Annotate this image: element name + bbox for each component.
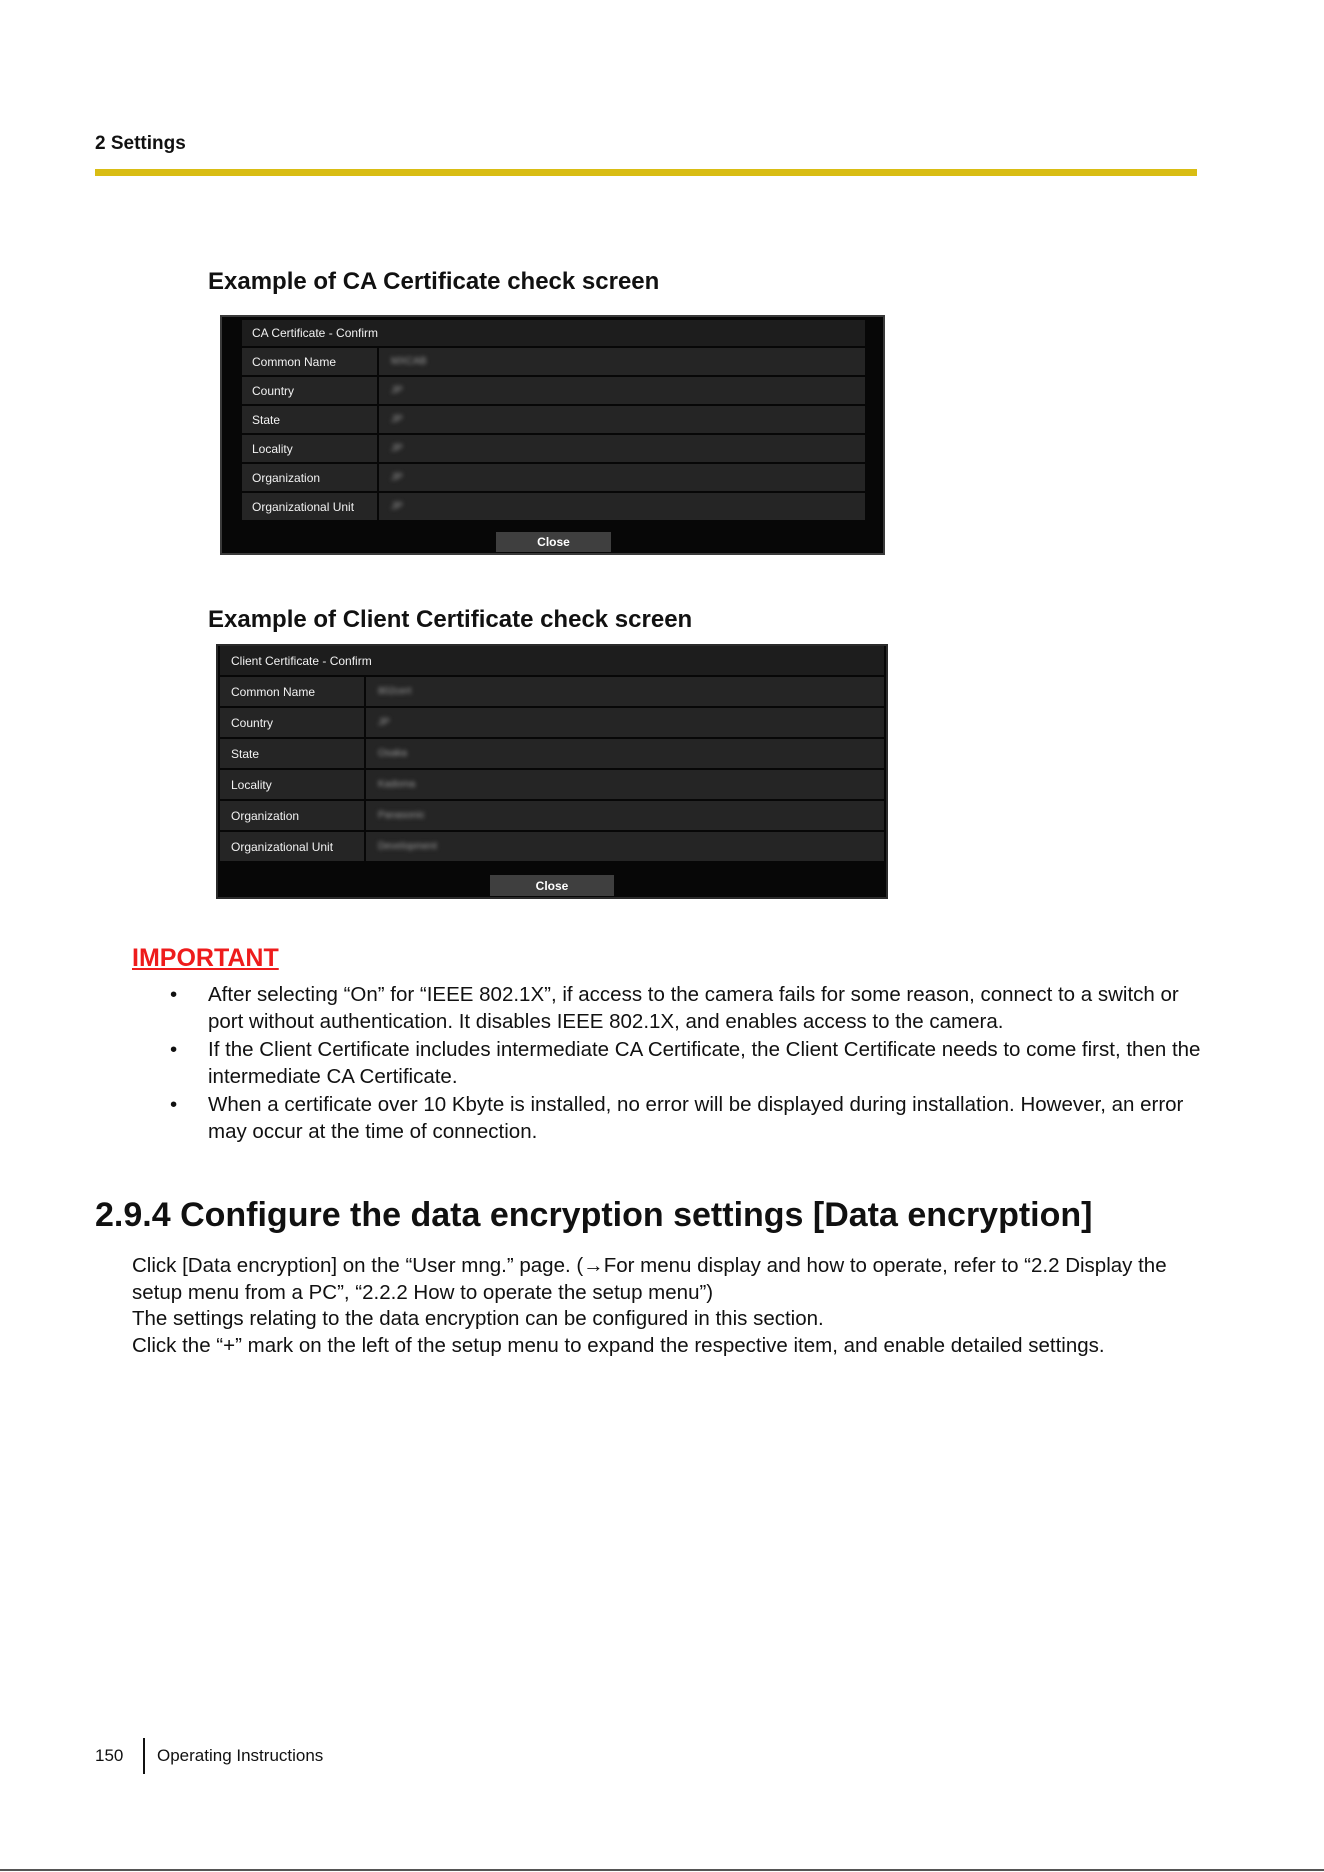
field-label: Locality bbox=[242, 435, 379, 462]
field-value bbox=[379, 348, 865, 375]
field-value bbox=[379, 435, 865, 462]
field-value bbox=[379, 464, 865, 491]
footer-doc-title: Operating Instructions bbox=[157, 1746, 324, 1765]
blurred-value: JP bbox=[391, 501, 403, 512]
field-value bbox=[366, 677, 884, 706]
table-row bbox=[220, 770, 884, 801]
section-header: 2 Settings bbox=[95, 133, 186, 154]
blurred-value: JP bbox=[391, 385, 403, 396]
important-list bbox=[168, 982, 1208, 1147]
field-label: Organizational Unit bbox=[242, 493, 379, 520]
list-item bbox=[168, 1037, 1208, 1090]
blurred-value: MXCAB bbox=[391, 356, 427, 367]
list-item bbox=[168, 1092, 1208, 1145]
body-paragraph: Click the “+” mark on the left of the setup menu to expand the respective item, and enable detailed settings. bbox=[132, 1334, 1105, 1358]
field-label: Country bbox=[242, 377, 379, 404]
table-row bbox=[220, 677, 884, 708]
field-value bbox=[366, 770, 884, 799]
blurred-value: Panasonic bbox=[378, 810, 425, 821]
field-label: Common Name bbox=[242, 348, 379, 375]
field-value bbox=[366, 739, 884, 768]
field-value bbox=[379, 377, 865, 404]
bullet-icon: • bbox=[170, 1093, 178, 1116]
page-bottom-edge bbox=[0, 1869, 1324, 1871]
close-button[interactable]: Close bbox=[490, 875, 614, 896]
table-row bbox=[242, 435, 865, 464]
important-heading: IMPORTANT bbox=[132, 944, 279, 972]
blurred-value: JP bbox=[378, 717, 390, 728]
section-body bbox=[132, 1253, 1212, 1360]
table-row bbox=[220, 832, 884, 863]
field-value bbox=[379, 493, 865, 520]
dialog-title: CA Certificate - Confirm bbox=[242, 320, 865, 348]
field-label: State bbox=[242, 406, 379, 433]
client-figure-caption: Example of Client Certificate check screen bbox=[208, 606, 693, 633]
list-item-text: If the Client Certificate includes intermediate CA Certificate, the Client Certificate needs to come first, then the intermediate CA Certificate. bbox=[208, 1038, 1201, 1088]
field-value bbox=[379, 406, 865, 433]
body-paragraph: Click [Data encryption] on the “User mng.” page. (→For menu display and how to operate, refer to “2.2 Display the setup menu from a PC”, “2.2.2 How to operate the setup menu”) bbox=[132, 1254, 1167, 1304]
blurred-value: Osaka bbox=[378, 748, 407, 759]
field-label: Organizational Unit bbox=[220, 832, 366, 861]
list-item-text: After selecting “On” for “IEEE 802.1X”, if access to the camera fails for some reason, connect to a switch or port without authentication. It disables IEEE 802.1X, and enables access to the camera. bbox=[208, 983, 1179, 1033]
footer-divider bbox=[143, 1738, 145, 1774]
field-label: Organization bbox=[242, 464, 379, 491]
table-row bbox=[242, 493, 865, 522]
close-button[interactable]: Close bbox=[496, 532, 611, 552]
list-item bbox=[168, 982, 1208, 1035]
blurred-value: Kadoma bbox=[378, 779, 416, 790]
field-value bbox=[366, 832, 884, 861]
bullet-icon: • bbox=[170, 1038, 178, 1061]
blurred-value: 802cert bbox=[378, 686, 412, 697]
client-certificate-confirm-dialog bbox=[216, 644, 888, 899]
field-value bbox=[366, 708, 884, 737]
list-item-text: When a certificate over 10 Kbyte is installed, no error will be displayed during installation. However, an error may occur at the time of connection. bbox=[208, 1093, 1184, 1143]
field-value bbox=[366, 801, 884, 830]
header-rule bbox=[95, 169, 1197, 176]
table-row bbox=[220, 801, 884, 832]
field-label: Common Name bbox=[220, 677, 366, 706]
table-row bbox=[220, 739, 884, 770]
bullet-icon: • bbox=[170, 983, 178, 1006]
table-row bbox=[242, 464, 865, 493]
field-label: Locality bbox=[220, 770, 366, 799]
table-row bbox=[242, 348, 865, 377]
body-paragraph: The settings relating to the data encryption can be configured in this section. bbox=[132, 1307, 824, 1331]
ca-figure-caption: Example of CA Certificate check screen bbox=[208, 268, 660, 295]
blurred-value: JP bbox=[391, 443, 403, 454]
table-row bbox=[242, 406, 865, 435]
section-title: 2.9.4 Configure the data encryption settings [Data encryption] bbox=[95, 1196, 1093, 1234]
field-label: State bbox=[220, 739, 366, 768]
table-row bbox=[242, 377, 865, 406]
page-number: 150 bbox=[95, 1746, 124, 1765]
table-row bbox=[220, 708, 884, 739]
ca-certificate-confirm-dialog bbox=[220, 315, 885, 555]
blurred-value: Development bbox=[378, 841, 437, 852]
blurred-value: JP bbox=[391, 414, 403, 425]
field-label: Country bbox=[220, 708, 366, 737]
dialog-title: Client Certificate - Confirm bbox=[220, 646, 884, 677]
blurred-value: JP bbox=[391, 472, 403, 483]
field-label: Organization bbox=[220, 801, 366, 830]
